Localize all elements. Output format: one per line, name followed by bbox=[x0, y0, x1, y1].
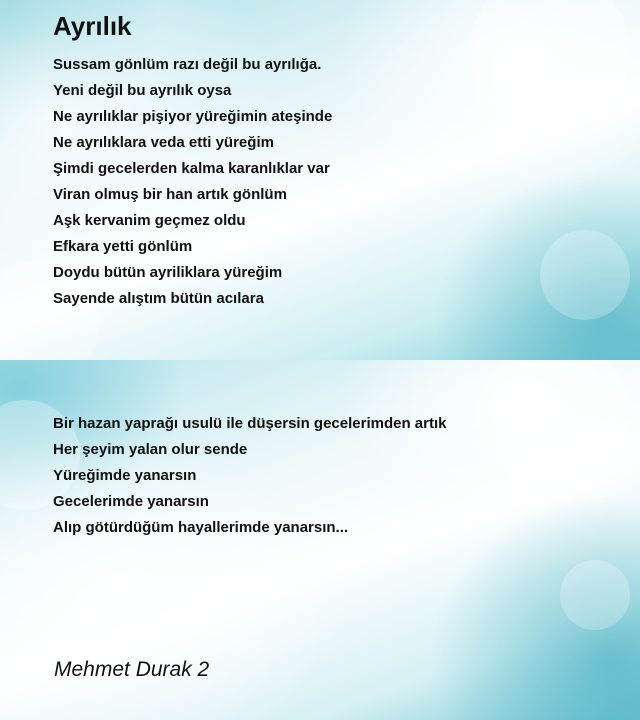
poem-line: Şimdi gecelerden kalma karanlıklar var bbox=[53, 160, 330, 177]
poem-line: Viran olmuş bir han artık gönlüm bbox=[53, 186, 287, 203]
poem-line: Ne ayrılıklara veda etti yüreğim bbox=[53, 134, 274, 151]
poem-panel-bottom bbox=[0, 360, 640, 720]
poem-stanza-1 bbox=[53, 52, 332, 312]
poem-line: Alıp götürdüğüm hayallerimde yanarsın... bbox=[53, 519, 349, 536]
poem-line: Ne ayrılıklar pişiyor yüreğimin ateşinde bbox=[53, 108, 333, 125]
poem-author: Mehmet Durak 2 bbox=[54, 658, 210, 681]
poem-line: Efkara yetti gönlüm bbox=[53, 238, 193, 255]
poem-title: Ayrılık bbox=[53, 11, 132, 41]
poem-line: Her şeyim yalan olur sende bbox=[53, 441, 248, 458]
poem-stanza-2 bbox=[53, 411, 446, 541]
background-bokeh bbox=[480, 360, 630, 490]
poem-line: Bir hazan yaprağı usulü ile düşersin gecelerimden artık bbox=[53, 415, 447, 432]
poem-line: Sayende alıştım bütün acılara bbox=[53, 290, 264, 307]
background-bokeh bbox=[560, 560, 630, 630]
poem-line: Yeni değil bu ayrılık oysa bbox=[53, 82, 232, 99]
poem-line: Yüreğimde yanarsın bbox=[53, 467, 197, 484]
poem-line: Gecelerimde yanarsın bbox=[53, 493, 209, 510]
poem-line: Aşk kervanim geçmez oldu bbox=[53, 212, 246, 229]
poem-line: Doydu bütün ayriliklara yüreğim bbox=[53, 264, 283, 281]
poem-line: Sussam gönlüm razı değil bu ayrılığa. bbox=[53, 56, 322, 73]
background-bokeh bbox=[540, 230, 630, 320]
background-bokeh bbox=[470, 0, 630, 130]
